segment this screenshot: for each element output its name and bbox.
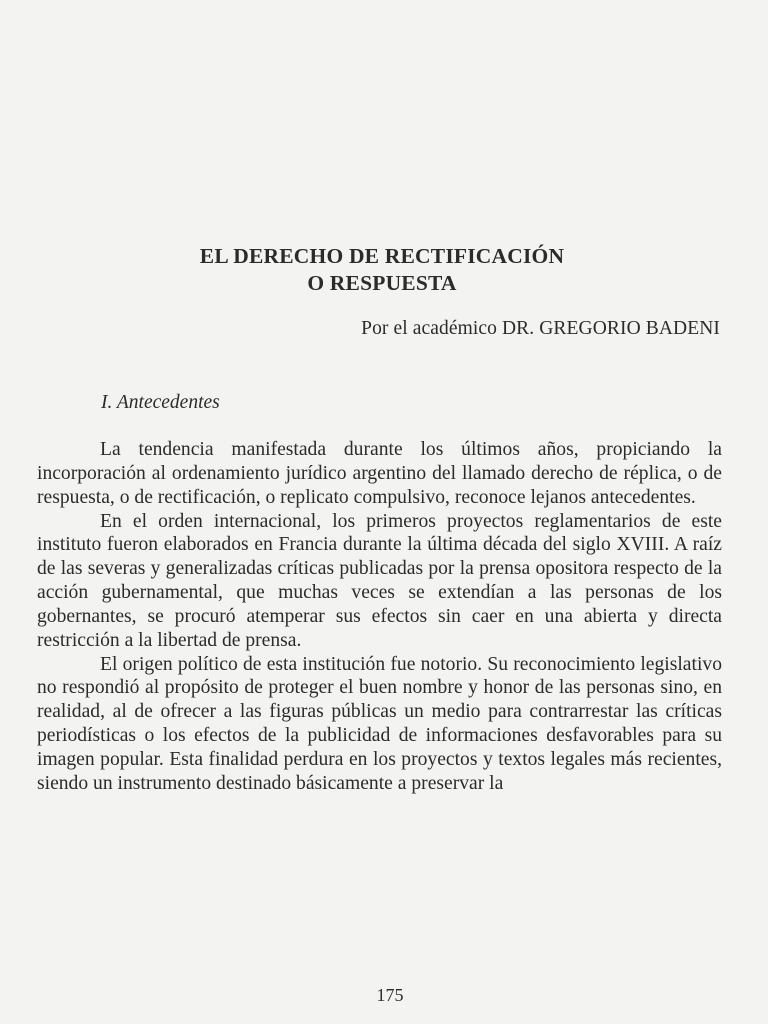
- body-text: [37, 438, 722, 796]
- paragraph-3: El origen político de esta institución fue notorio. Su reconocimiento legislativo no respondió al propósito de proteger el buen nombre y honor de las personas sino, en realidad, al de ofrecer a las figuras públicas un medio para contrarrestar las críticas periodísticas o los efectos de la publicidad de informaciones desfavorables para su imagen popular. Esta finalidad perdura en los proyectos y textos legales más recientes, siendo un instrumento destinado básicamente a preservar la: [37, 653, 722, 794]
- title-line-2: O RESPUESTA: [307, 271, 457, 295]
- paragraph-1: La tendencia manifestada durante los últimos años, propiciando la incorporación al ordenamiento jurídico argentino del llamado derecho de réplica, o de respuesta, o de rectificación, o replicato compulsivo, reconoce lejanos antecedentes.: [37, 439, 722, 508]
- page-number: 175: [376, 985, 404, 1005]
- section-heading: I. Antecedentes: [101, 392, 220, 413]
- author-byline: Por el académico DR. GREGORIO BADENI: [361, 318, 720, 339]
- title-line-1: EL DERECHO DE RECTIFICACIÓN: [199, 244, 565, 268]
- paragraph-2: En el orden internacional, los primeros proyectos reglamentarios de este instituto fueron elaborados en Francia durante la última década del siglo XVIII. A raíz de las severas y generalizadas críticas publicadas por la prensa opositora respecto de la acción gubernamental, que muchas veces se extendían a las personas de los gobernantes, se procuró atemperar sus efectos sin caer en una abierta y directa restricción a la libertad de prensa.: [37, 510, 722, 651]
